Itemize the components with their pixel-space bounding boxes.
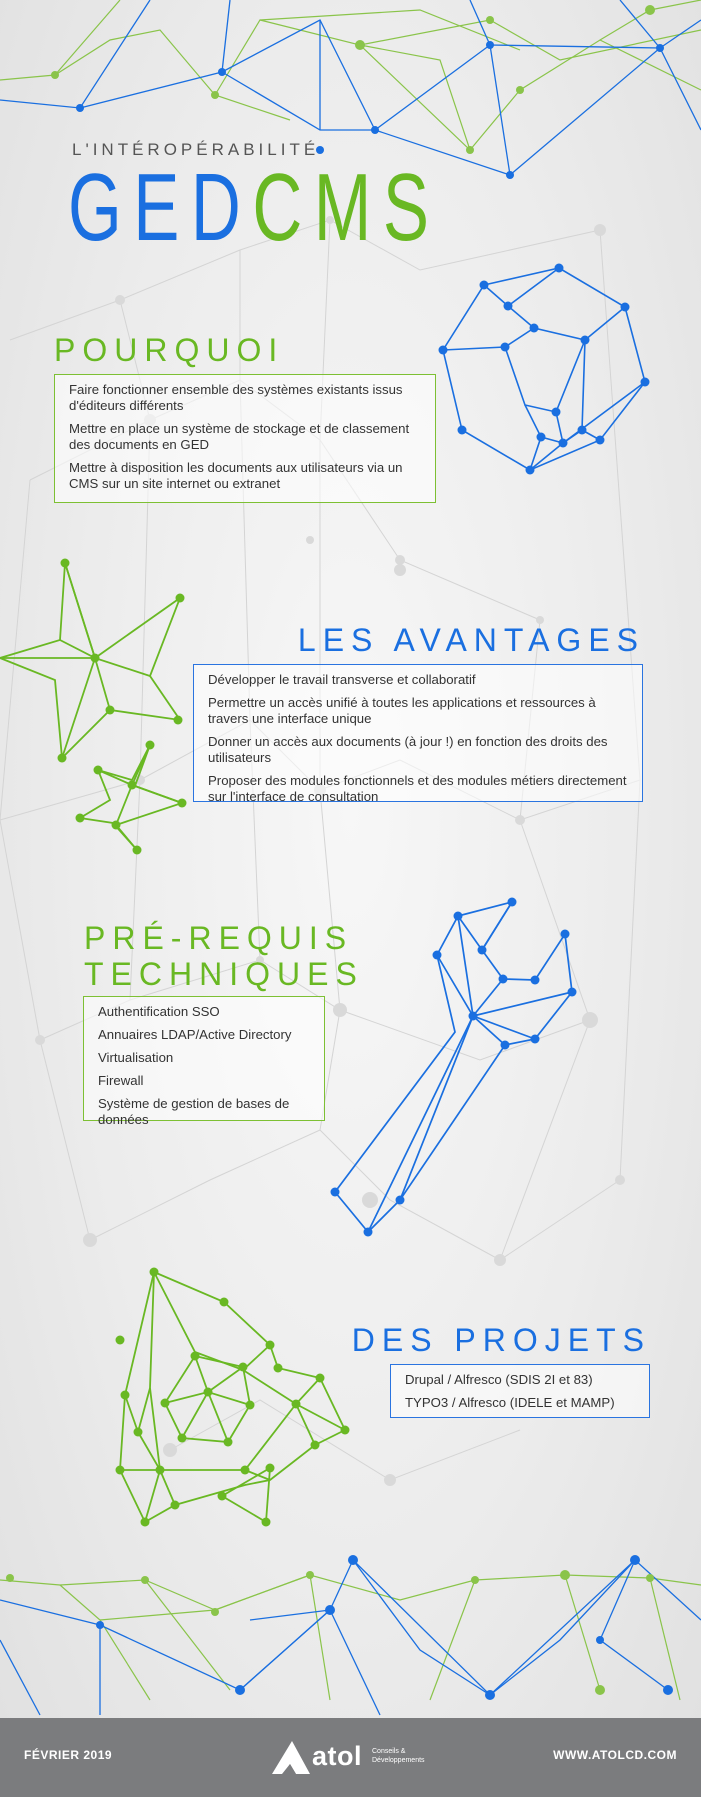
polyhedron-icon bbox=[110, 1260, 360, 1530]
stars-icon bbox=[0, 555, 200, 860]
prerequis-list bbox=[98, 1004, 310, 1128]
list-item: Donner un accès aux documents (à jour !) en fonction des droits des utilisateurs bbox=[208, 734, 608, 765]
list-item: Drupal / Alfresco (SDIS 2I et 83) bbox=[405, 1372, 593, 1387]
list-item: Faire fonctionner ensemble des systèmes existants issus d'éditeurs différents bbox=[69, 382, 403, 413]
list-item: Mettre à disposition les documents aux utilisateurs via un CMS sur un site internet ou extranet bbox=[69, 460, 403, 491]
page-title bbox=[68, 154, 441, 261]
dodecahedron-icon bbox=[430, 258, 660, 478]
projets-box bbox=[390, 1364, 650, 1418]
pourquoi-box bbox=[54, 374, 436, 503]
section-title-projets: DES PROJETS bbox=[351, 1322, 651, 1358]
list-item: Mettre en place un système de stockage et de classement des documents en GED bbox=[69, 421, 410, 452]
atol-logo-icon bbox=[270, 1738, 312, 1778]
list-item: Permettre un accès unifié à toutes les applications et ressources à travers une interface unique bbox=[208, 695, 596, 726]
section-title-avantages: LES AVANTAGES bbox=[297, 622, 645, 658]
section-title-pourquoi: POURQUOI bbox=[54, 332, 285, 368]
list-item: Virtualisation bbox=[98, 1050, 174, 1065]
prerequis-box bbox=[83, 996, 325, 1127]
footer-url[interactable]: WWW.ATOLCD.COM bbox=[553, 1748, 677, 1762]
section-title-prerequis bbox=[84, 920, 364, 992]
list-item: Développer le travail transverse et collaboratif bbox=[208, 672, 476, 687]
prerequis-line2: TECHNIQUES bbox=[84, 956, 364, 992]
prerequis-line1: PRÉ-REQUIS bbox=[84, 920, 354, 956]
subtitle: L'INTÉROPÉRABILITÉ bbox=[72, 140, 320, 159]
list-item: Annuaires LDAP/Active Directory bbox=[98, 1027, 292, 1042]
list-item: Authentification SSO bbox=[98, 1004, 220, 1019]
logo-word: atol bbox=[312, 1741, 363, 1771]
footer-date: FÉVRIER 2019 bbox=[24, 1748, 113, 1762]
list-item: Système de gestion de bases de données bbox=[98, 1096, 290, 1127]
avantages-box bbox=[193, 664, 643, 802]
title-ged: GED bbox=[68, 154, 253, 261]
logo-tagline: Conseils & Développements bbox=[372, 1748, 425, 1764]
list-item: Proposer des modules fonctionnels et des modules métiers directement sur l'interface de consultation bbox=[208, 773, 627, 804]
avantages-list bbox=[208, 672, 628, 805]
list-item: TYPO3 / Alfresco (IDELE et MAMP) bbox=[405, 1395, 615, 1410]
pourquoi-list bbox=[69, 382, 421, 492]
title-cms: CMS bbox=[252, 154, 441, 261]
atol-logo[interactable] bbox=[270, 1738, 440, 1778]
list-item: Firewall bbox=[98, 1073, 144, 1088]
projets-list bbox=[405, 1372, 635, 1411]
wrench-icon bbox=[325, 890, 580, 1240]
footer bbox=[0, 1718, 701, 1797]
